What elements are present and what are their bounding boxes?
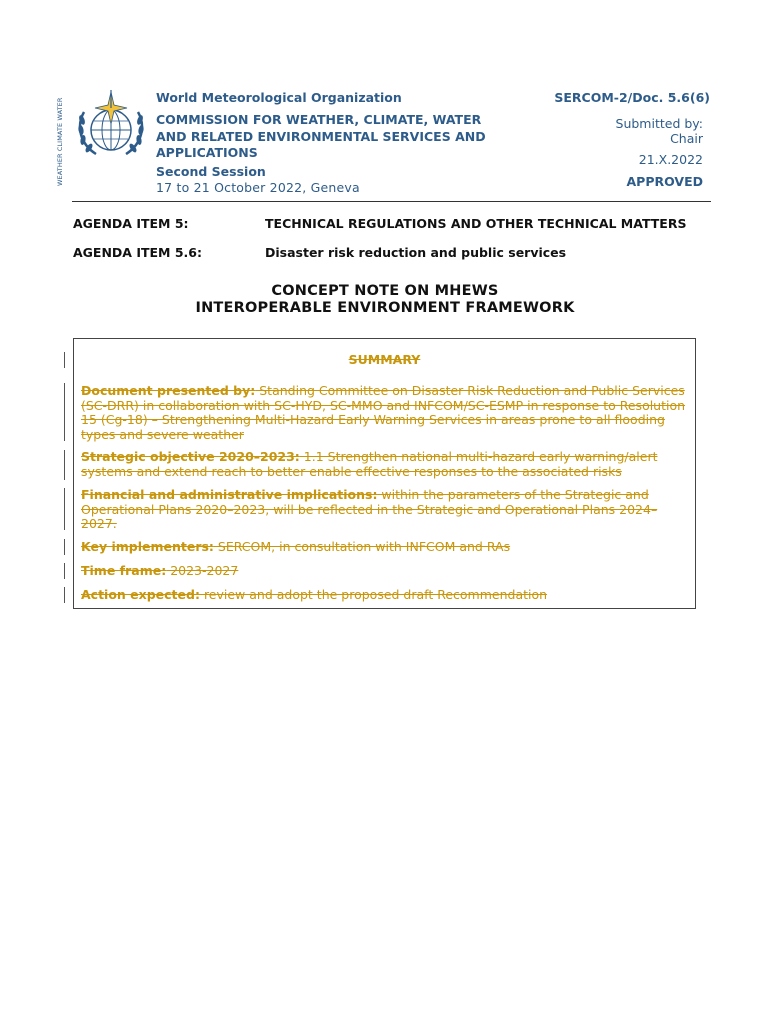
change-bar [64, 488, 65, 530]
summary-item-label: Financial and administrative implications: [81, 487, 378, 502]
title-line-2: INTEROPERABLE ENVIRONMENT FRAMEWORK [195, 300, 575, 316]
wmo-emblem-icon [74, 90, 148, 160]
summary-item-time-frame [81, 564, 689, 579]
change-bar [64, 450, 65, 480]
summary-item-text: Standing Committee on Disaster Risk Reduction and Public Services (SC-DRR) in collaboration with SC-HYD, SC-MMO and INFCOM/SC-ESMP in response to Resolution 15 (Cg-18) – Strengthening Multi-Hazard Early Warning Services in areas prone to all flooding types and severe weather [81, 383, 686, 442]
document-title [0, 283, 770, 317]
agenda-item-text: TECHNICAL REGULATIONS AND OTHER TECHNICAL MATTERS [265, 216, 687, 231]
summary-item-label: Time frame: [81, 563, 167, 578]
summary-item-label: Document presented by: [81, 383, 256, 398]
summary-item-text: 1.1 Strengthen national multi-hazard early warning/alert systems and extend reach to better enable effective responses to the associated risks [81, 449, 658, 479]
summary-item-presented-by [81, 384, 689, 442]
summary-item-text: 2023-2027 [166, 563, 239, 578]
summary-item-financial-implications [81, 488, 689, 532]
document-date: 21.X.2022 [638, 152, 703, 167]
header-divider [72, 201, 711, 202]
summary-heading: SUMMARY [348, 352, 421, 367]
session-title: Second Session [156, 164, 266, 179]
agenda-item-label: AGENDA ITEM 5: [73, 216, 189, 231]
change-bar [64, 383, 65, 441]
change-bar [64, 352, 65, 368]
summary-item-label: Action expected: [81, 587, 200, 602]
change-bar [64, 539, 65, 555]
summary-item-text: SERCOM, in consultation with INFCOM and RAs [213, 539, 511, 554]
submitted-by-value: Chair [670, 131, 703, 146]
summary-item-text: review and adopt the proposed draft Recommendation [199, 587, 548, 602]
summary-item-label: Strategic objective 2020–2023: [81, 449, 300, 464]
agenda-item-label: AGENDA ITEM 5.6: [73, 245, 202, 260]
side-tagline: WEATHER CLIMATE WATER [56, 97, 64, 186]
change-bar [64, 563, 65, 579]
agenda-item-text: Disaster risk reduction and public services [265, 245, 567, 260]
summary-item-label: Key implementers: [81, 539, 214, 554]
change-bar [64, 587, 65, 603]
status-badge: APPROVED [626, 174, 703, 189]
submitted-by-label: Submitted by: [615, 116, 703, 131]
commission-name: COMMISSION FOR WEATHER, CLIMATE, WATER AND RELATED ENVIRONMENTAL SERVICES AND APPLICATIONS [156, 112, 486, 160]
session-date: 17 to 21 October 2022, Geneva [156, 180, 360, 195]
organization-name: World Meteorological Organization [156, 90, 402, 105]
summary-item-strategic-objective [81, 450, 689, 479]
title-line-1: CONCEPT NOTE ON MHEWS [271, 283, 499, 299]
summary-item-action-expected [81, 588, 689, 603]
summary-item-text: within the parameters of the Strategic and Operational Plans 2020–2023, will be reflected in the Strategic and Operational Plans 2024–2027. [81, 487, 658, 531]
summary-item-key-implementers [81, 540, 689, 555]
document-reference: SERCOM-2/Doc. 5.6(6) [554, 90, 710, 105]
submitted-by [616, 116, 703, 146]
